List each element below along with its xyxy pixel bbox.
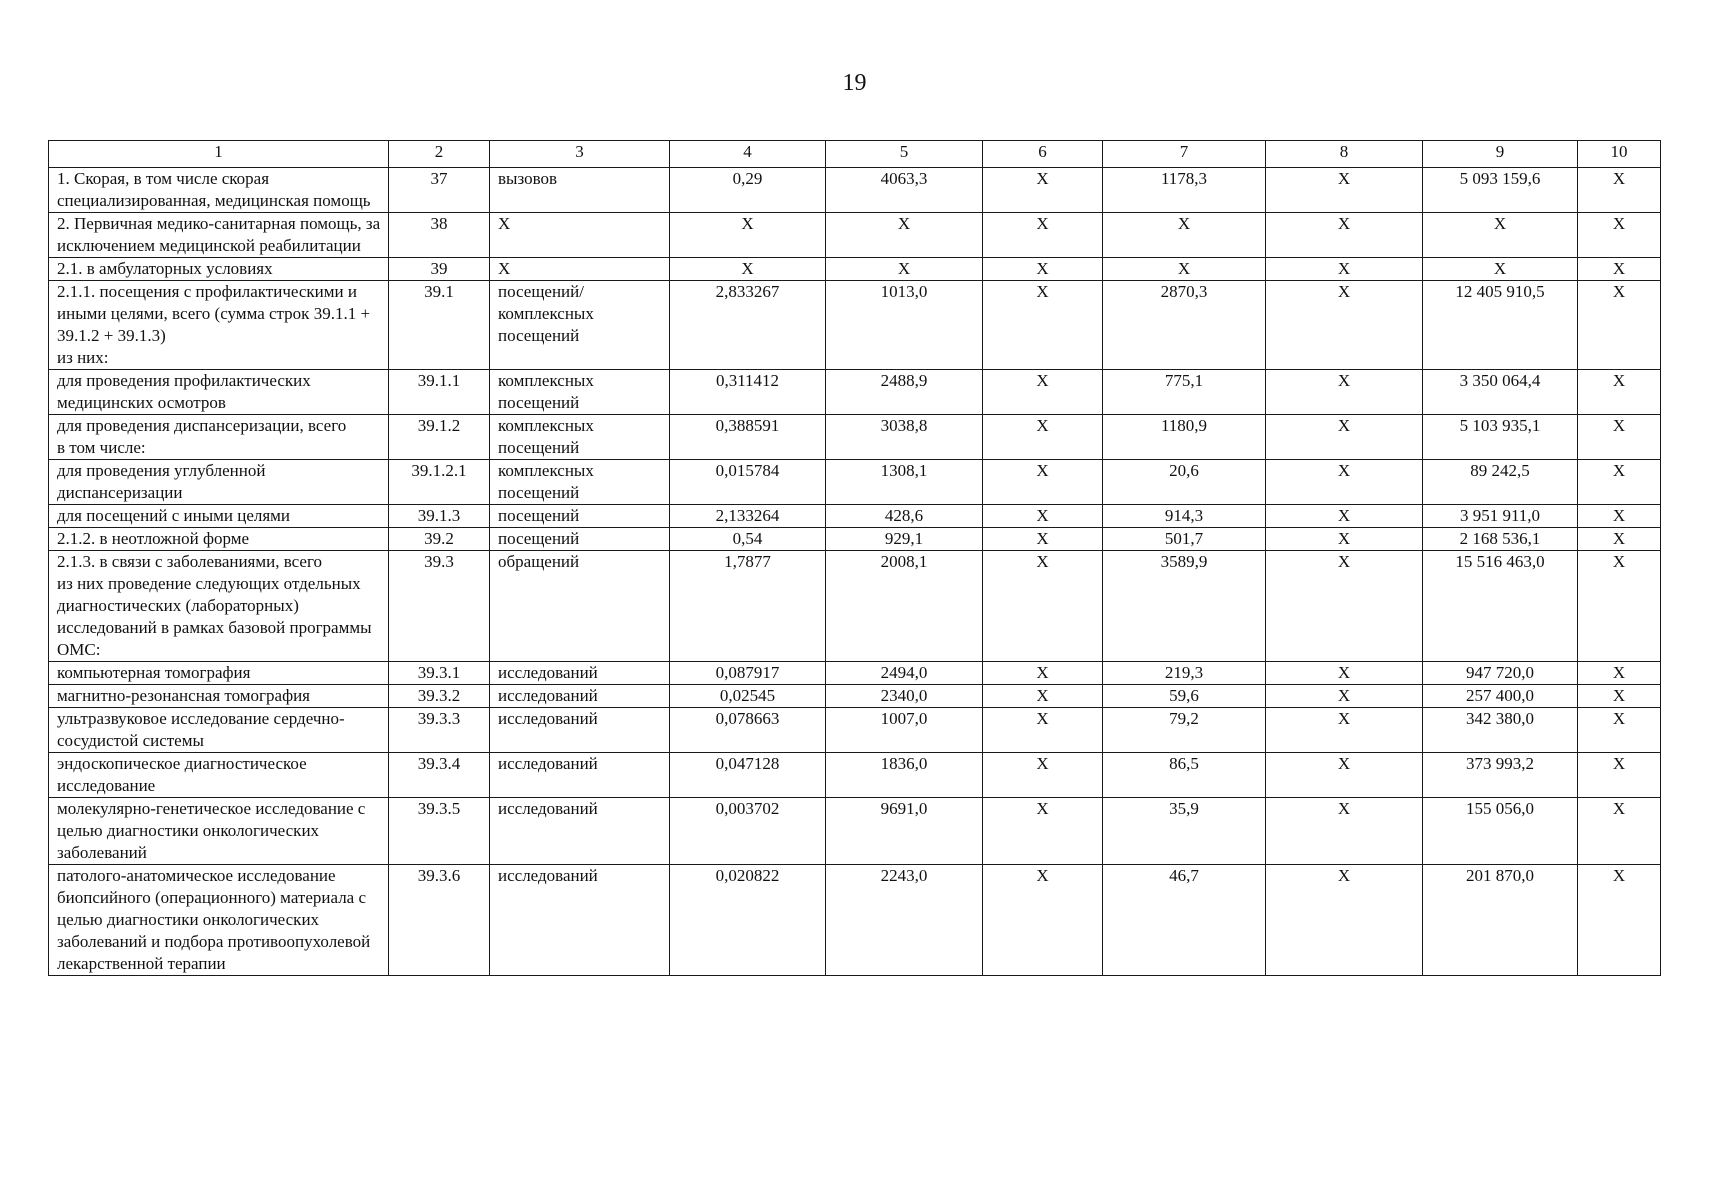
row-name-cell: молекулярно-генетическое исследование с целью диагностики онкологических заболеваний [49,798,389,865]
column-header: 1 [49,141,389,168]
value-cell-10: Х [1578,168,1661,213]
value-cell-7: 3589,9 [1103,551,1266,662]
table-row [49,415,1661,460]
value-cell-7: 79,2 [1103,708,1266,753]
value-cell-6: Х [983,258,1103,281]
value-cell-8: Х [1266,528,1423,551]
value-cell-5: Х [826,213,983,258]
value-cell-4: 0,087917 [670,662,826,685]
row-code-cell: 39.3.1 [389,662,490,685]
value-cell-10: Х [1578,798,1661,865]
unit-cell: посещений [490,505,670,528]
value-cell-4: 0,388591 [670,415,826,460]
value-cell-4: 0,003702 [670,798,826,865]
value-cell-5: 2494,0 [826,662,983,685]
value-cell-9: 3 951 911,0 [1423,505,1578,528]
unit-cell: вызовов [490,168,670,213]
value-cell-10: Х [1578,865,1661,976]
value-cell-4: 0,311412 [670,370,826,415]
value-cell-4: 0,54 [670,528,826,551]
table-row [49,798,1661,865]
value-cell-8: Х [1266,213,1423,258]
row-code-cell: 39 [389,258,490,281]
value-cell-4: Х [670,213,826,258]
table-row [49,281,1661,370]
value-cell-7: Х [1103,258,1266,281]
value-cell-8: Х [1266,258,1423,281]
value-cell-6: Х [983,798,1103,865]
value-cell-7: 20,6 [1103,460,1266,505]
row-name-cell: 2.1.1. посещения с профилактическими и иными целями, всего (сумма строк 39.1.1 + 39.1.2 + 39.1.3) из них: [49,281,389,370]
column-header: 10 [1578,141,1661,168]
value-cell-7: 59,6 [1103,685,1266,708]
value-cell-5: 4063,3 [826,168,983,213]
value-cell-4: 0,047128 [670,753,826,798]
value-cell-5: 1013,0 [826,281,983,370]
value-cell-8: Х [1266,370,1423,415]
value-cell-9: Х [1423,213,1578,258]
value-cell-5: 1308,1 [826,460,983,505]
column-header: 4 [670,141,826,168]
value-cell-8: Х [1266,753,1423,798]
value-cell-4: 2,833267 [670,281,826,370]
value-cell-9: 257 400,0 [1423,685,1578,708]
value-cell-6: Х [983,168,1103,213]
table-row [49,213,1661,258]
value-cell-7: 86,5 [1103,753,1266,798]
table-row [49,168,1661,213]
unit-cell: исследований [490,798,670,865]
row-name-cell: для проведения профилактических медицинских осмотров [49,370,389,415]
value-cell-5: 2488,9 [826,370,983,415]
value-cell-4: 2,133264 [670,505,826,528]
column-header: 2 [389,141,490,168]
unit-cell: Х [490,213,670,258]
value-cell-9: 2 168 536,1 [1423,528,1578,551]
unit-cell: комплексных посещений [490,370,670,415]
column-header: 5 [826,141,983,168]
row-code-cell: 39.3.6 [389,865,490,976]
value-cell-8: Х [1266,685,1423,708]
value-cell-8: Х [1266,168,1423,213]
value-cell-9: 89 242,5 [1423,460,1578,505]
value-cell-10: Х [1578,505,1661,528]
value-cell-6: Х [983,685,1103,708]
value-cell-5: 2008,1 [826,551,983,662]
value-cell-8: Х [1266,551,1423,662]
unit-cell: обращений [490,551,670,662]
unit-cell: исследований [490,753,670,798]
row-name-cell: 1. Скорая, в том числе скорая специализированная, медицинская помощь [49,168,389,213]
value-cell-5: 929,1 [826,528,983,551]
row-code-cell: 39.3.2 [389,685,490,708]
row-code-cell: 39.3.5 [389,798,490,865]
column-header: 9 [1423,141,1578,168]
table-row [49,753,1661,798]
row-name-cell: 2.1. в амбулаторных условиях [49,258,389,281]
table-row [49,551,1661,662]
row-name-cell: патолого-анатомическое исследование биопсийного (операционного) материала с целью диагностики онкологических заболеваний и подбора противоопухолевой лекарственной терапии [49,865,389,976]
value-cell-10: Х [1578,281,1661,370]
value-cell-8: Х [1266,865,1423,976]
table-row [49,865,1661,976]
value-cell-10: Х [1578,460,1661,505]
value-cell-6: Х [983,370,1103,415]
value-cell-5: 428,6 [826,505,983,528]
table-row [49,528,1661,551]
value-cell-10: Х [1578,528,1661,551]
value-cell-5: 1007,0 [826,708,983,753]
value-cell-9: 12 405 910,5 [1423,281,1578,370]
value-cell-7: 219,3 [1103,662,1266,685]
row-code-cell: 37 [389,168,490,213]
row-name-cell: для проведения диспансеризации, всего в том числе: [49,415,389,460]
table-body [49,168,1661,976]
value-cell-9: 342 380,0 [1423,708,1578,753]
value-cell-6: Х [983,281,1103,370]
table-row [49,460,1661,505]
value-cell-7: 46,7 [1103,865,1266,976]
table-header-row [49,141,1661,168]
column-header: 7 [1103,141,1266,168]
value-cell-9: 5 093 159,6 [1423,168,1578,213]
table-row [49,662,1661,685]
value-cell-4: 0,015784 [670,460,826,505]
row-name-cell: ультразвуковое исследование сердечно-сосудистой системы [49,708,389,753]
column-header: 6 [983,141,1103,168]
value-cell-9: 5 103 935,1 [1423,415,1578,460]
table-row [49,685,1661,708]
row-code-cell: 39.1 [389,281,490,370]
value-cell-7: 35,9 [1103,798,1266,865]
unit-cell: исследований [490,662,670,685]
value-cell-6: Х [983,213,1103,258]
value-cell-9: Х [1423,258,1578,281]
unit-cell: комплексных посещений [490,415,670,460]
value-cell-10: Х [1578,213,1661,258]
value-cell-7: 914,3 [1103,505,1266,528]
value-cell-4: 0,020822 [670,865,826,976]
unit-cell: посещений [490,528,670,551]
value-cell-5: 2243,0 [826,865,983,976]
value-cell-10: Х [1578,708,1661,753]
value-cell-10: Х [1578,685,1661,708]
table-row [49,370,1661,415]
row-name-cell: магнитно-резонансная томография [49,685,389,708]
unit-cell: исследований [490,685,670,708]
value-cell-6: Х [983,460,1103,505]
value-cell-8: Х [1266,415,1423,460]
row-name-cell: компьютерная томография [49,662,389,685]
value-cell-6: Х [983,415,1103,460]
row-name-cell: для посещений с иными целями [49,505,389,528]
row-code-cell: 39.1.2 [389,415,490,460]
value-cell-6: Х [983,708,1103,753]
row-code-cell: 39.3.3 [389,708,490,753]
unit-cell: Х [490,258,670,281]
value-cell-9: 947 720,0 [1423,662,1578,685]
value-cell-6: Х [983,551,1103,662]
value-cell-8: Х [1266,281,1423,370]
value-cell-10: Х [1578,753,1661,798]
value-cell-4: Х [670,258,826,281]
value-cell-8: Х [1266,798,1423,865]
value-cell-10: Х [1578,258,1661,281]
value-cell-4: 0,29 [670,168,826,213]
value-cell-9: 373 993,2 [1423,753,1578,798]
column-header: 3 [490,141,670,168]
row-name-cell: эндоскопическое диагностическое исследование [49,753,389,798]
unit-cell: посещений/ комплексных посещений [490,281,670,370]
row-code-cell: 39.1.1 [389,370,490,415]
value-cell-8: Х [1266,662,1423,685]
value-cell-7: 1180,9 [1103,415,1266,460]
value-cell-7: Х [1103,213,1266,258]
value-cell-10: Х [1578,370,1661,415]
value-cell-9: 155 056,0 [1423,798,1578,865]
row-name-cell: 2.1.3. в связи с заболеваниями, всего из них проведение следующих отдельных диагностических (лабораторных) исследований в рамках базовой программы ОМС: [49,551,389,662]
value-cell-10: Х [1578,415,1661,460]
column-header: 8 [1266,141,1423,168]
value-cell-7: 2870,3 [1103,281,1266,370]
row-name-cell: 2. Первичная медико-санитарная помощь, за исключением медицинской реабилитации [49,213,389,258]
row-code-cell: 39.3 [389,551,490,662]
value-cell-7: 1178,3 [1103,168,1266,213]
value-cell-5: Х [826,258,983,281]
value-cell-10: Х [1578,662,1661,685]
value-cell-7: 775,1 [1103,370,1266,415]
table-row [49,258,1661,281]
value-cell-6: Х [983,865,1103,976]
value-cell-5: 1836,0 [826,753,983,798]
row-code-cell: 39.1.3 [389,505,490,528]
value-cell-9: 201 870,0 [1423,865,1578,976]
value-cell-6: Х [983,528,1103,551]
unit-cell: исследований [490,708,670,753]
value-cell-6: Х [983,505,1103,528]
row-code-cell: 39.3.4 [389,753,490,798]
value-cell-8: Х [1266,708,1423,753]
value-cell-8: Х [1266,460,1423,505]
row-name-cell: 2.1.2. в неотложной форме [49,528,389,551]
value-cell-5: 3038,8 [826,415,983,460]
unit-cell: комплексных посещений [490,460,670,505]
table-row [49,505,1661,528]
value-cell-9: 3 350 064,4 [1423,370,1578,415]
value-cell-4: 1,7877 [670,551,826,662]
unit-cell: исследований [490,865,670,976]
row-name-cell: для проведения углубленной диспансеризации [49,460,389,505]
row-code-cell: 39.2 [389,528,490,551]
value-cell-7: 501,7 [1103,528,1266,551]
value-cell-4: 0,02545 [670,685,826,708]
value-cell-4: 0,078663 [670,708,826,753]
row-code-cell: 39.1.2.1 [389,460,490,505]
value-cell-8: Х [1266,505,1423,528]
row-code-cell: 38 [389,213,490,258]
value-cell-5: 9691,0 [826,798,983,865]
page-number: 19 [842,70,867,96]
value-cell-10: Х [1578,551,1661,662]
data-table [48,140,1661,976]
table-row [49,708,1661,753]
value-cell-9: 15 516 463,0 [1423,551,1578,662]
value-cell-6: Х [983,662,1103,685]
value-cell-6: Х [983,753,1103,798]
value-cell-5: 2340,0 [826,685,983,708]
